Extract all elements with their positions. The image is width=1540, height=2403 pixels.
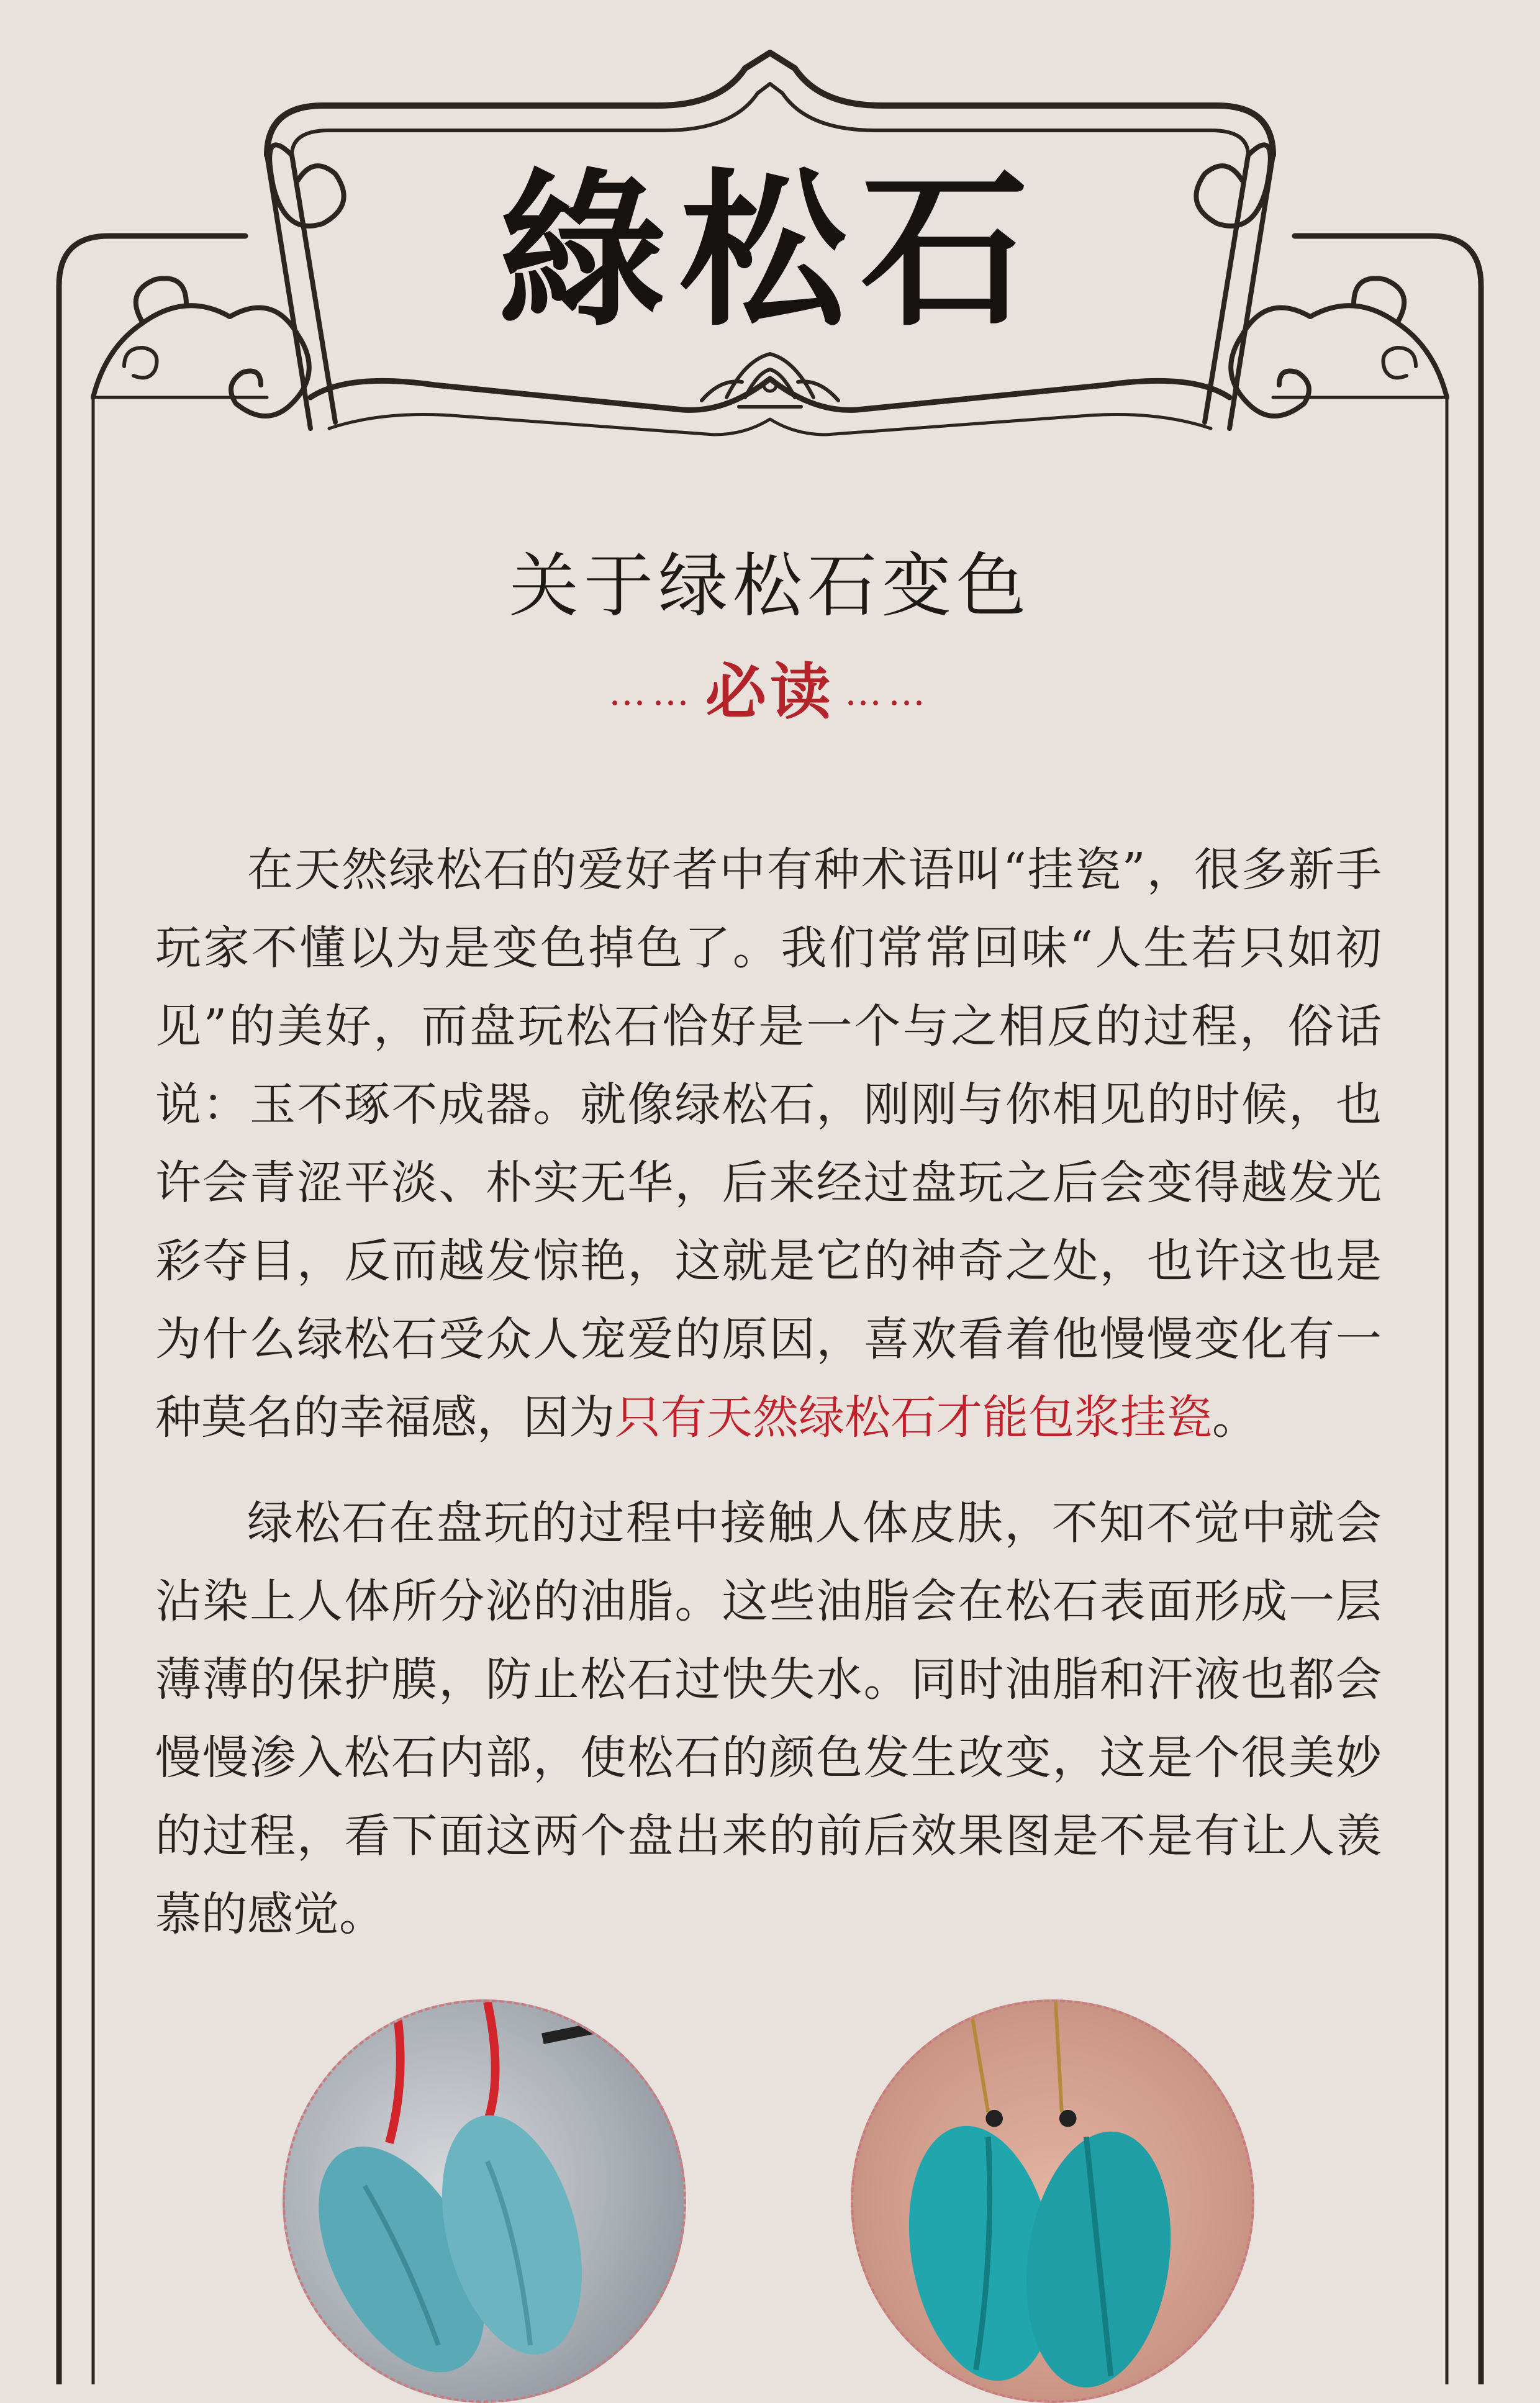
highlight-text: 只有天然绿松石才能包浆挂瓷: [615, 1391, 1212, 1444]
dots-left: ……: [608, 671, 695, 714]
oil-paragraph: 绿松石在盘玩的过程中接触人体皮肤，不知不觉中就会沾染上人体所分泌的油脂。这些油脂会在松石表面形成一层薄薄的保护膜，防止松石过快失水。同时油脂和汗液也都会慢慢渗入松石内部，使松石的颜色发生改变，这是个很美妙的过程，看下面这两个盘出来的前后效果图是不是有让人羡慕的感觉。: [155, 1496, 1382, 1941]
dots-right: ……: [845, 671, 931, 714]
turquoise-leaf-pendant-before-icon: [285, 2002, 684, 2401]
intro-paragraph: [155, 831, 1382, 1457]
photo-before: [283, 1999, 686, 2403]
turquoise-leaf-pendant-after-icon: [853, 2002, 1252, 2401]
banner-top: [267, 53, 1273, 155]
must-read-label: 必读: [705, 656, 835, 728]
intro-end: 。: [1212, 1391, 1258, 1444]
photo-after: [851, 1999, 1254, 2403]
section-subtitle: 关于绿松石变色: [509, 546, 1031, 627]
page-title: 綠松石: [498, 152, 1042, 349]
must-read-label-row: [0, 656, 1540, 728]
intro-text: 在天然绿松石的爱好者中有种术语叫“挂瓷”，很多新手玩家不懂以为是变色掉色了。我们常常回味“人生若只如初见”的美好，而盘玩松石恰好是一个与之相反的过程，俗话说：玉不琢不成器。就像绿松石，刚刚与你相见的时候，也许会青涩平淡、朴实无华，后来经过盘玩之后会变得越发光彩夺目，反而越发惊艳，这就是它的神奇之处，也许这也是为什么绿松石受众人宠爱的原因，喜欢看着他慢慢变化有一种莫名的幸福感，因为: [155, 843, 1382, 1444]
